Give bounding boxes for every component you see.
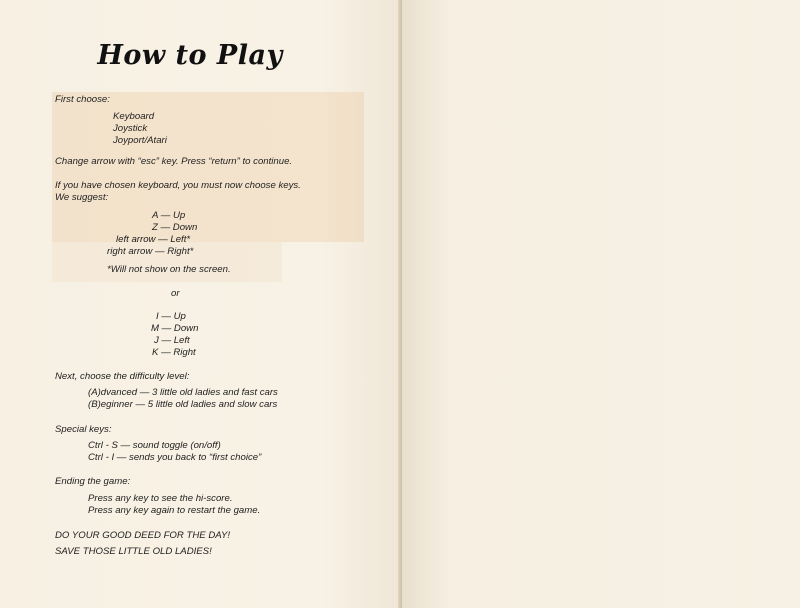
option-joyport: Joyport/Atari <box>113 135 167 146</box>
ending-line: Press any key again to restart the game. <box>88 505 261 516</box>
option-keyboard: Keyboard <box>113 111 155 122</box>
closing-line: DO YOUR GOOD DEED FOR THE DAY! <box>55 530 231 541</box>
key-mapping: A — Up <box>152 210 186 221</box>
key-mapping: M — Down <box>151 323 199 334</box>
special-keys-heading: Special keys: <box>55 424 112 435</box>
option-joystick: Joystick <box>113 123 148 134</box>
key-mapping: left arrow — Left* <box>116 234 191 245</box>
first-choose-heading: First choose: <box>55 94 110 105</box>
keyboard-intro: If you have chosen keyboard, you must now choose keys. <box>55 180 301 191</box>
footnote: *Will not show on the screen. <box>107 264 231 275</box>
key-mapping: right arrow — Right* <box>107 246 194 257</box>
keyboard-suggest: We suggest: <box>55 192 109 203</box>
closing-line: SAVE THOSE LITTLE OLD LADIES! <box>55 546 212 557</box>
ending-heading: Ending the game: <box>55 476 131 487</box>
special-key: Ctrl - S — sound toggle (on/off) <box>88 440 221 451</box>
difficulty-beginner: (B)eginner — 5 little old ladies and slow cars <box>88 399 278 410</box>
key-mapping: J — Left <box>154 335 190 346</box>
key-mapping: K — Right <box>152 347 196 358</box>
special-key: Ctrl - I — sends you back to “first choice” <box>88 452 262 463</box>
page-title: How to Play <box>97 40 283 71</box>
key-mapping: Z — Down <box>152 222 198 233</box>
difficulty-advanced: (A)dvanced — 3 little old ladies and fast cars <box>88 387 278 398</box>
key-mapping: I — Up <box>156 311 186 322</box>
difficulty-heading: Next, choose the difficulty level: <box>55 371 190 382</box>
right-page-blank <box>402 0 800 608</box>
or-label: or <box>171 288 180 299</box>
ending-line: Press any key to see the hi-score. <box>88 493 233 504</box>
first-choose-instruction: Change arrow with “esc” key. Press “return” to continue. <box>55 156 293 167</box>
